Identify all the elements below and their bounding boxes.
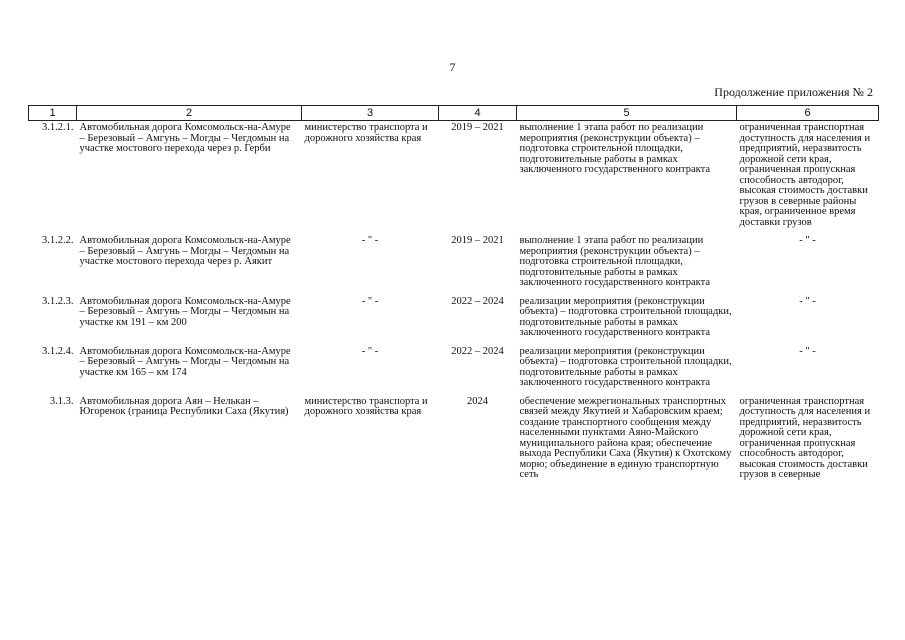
object-name: Автомобильная дорога Комсомольск-на-Амуре – Березовый – Амгунь – Могды – Чегдомын на участке км 191 – км 200: [79, 295, 291, 328]
table-row: [29, 295, 879, 345]
consequences: - " -: [799, 235, 816, 246]
expected-result: реализации мероприятия (реконструкции объекта) – подготовка строительной площадки, подготовительные работы в рамках заключенного государственного контракта: [519, 345, 732, 388]
table-row: [29, 395, 879, 487]
column-header-6: 6: [737, 106, 879, 121]
object-name: Автомобильная дорога Комсомольск-на-Амуре – Березовый – Амгунь – Могды – Чегдомын на участке мостового перехода через р. Аякит: [79, 235, 291, 267]
column-header-2: 2: [77, 106, 302, 121]
executor: - " -: [361, 295, 379, 307]
expected-result: выполнение 1 этапа работ по реализации мероприятия (реконструкции объекта) – подготовка строительной площадки, подготовительные работы в рамках заключенного государственного контракта: [519, 235, 710, 288]
executor: министерство транспорта и дорожного хозяйства края: [304, 395, 428, 417]
object-name: Автомобильная дорога Комсомольск-на-Амуре – Березовый – Амгунь – Могды – Чегдомын на участке мостового перехода через р. Герби: [79, 122, 291, 154]
column-header-3: 3: [302, 106, 439, 121]
row-number: 3.1.3.: [49, 395, 74, 407]
consequences: ограниченная транспортная доступность для населения и предприятий, неразвитость дорожной сети края, ограниченная пропускная способность автодорог, высокая стоимость доставки грузов в северные: [739, 395, 871, 480]
executor: - " -: [361, 235, 379, 246]
row-number: 3.1.2.3.: [42, 295, 74, 307]
years: 2024: [467, 395, 488, 407]
years: 2022 – 2024: [451, 295, 504, 307]
table-row: [29, 234, 879, 295]
object-name: Автомобильная дорога Аян – Нелькан – Югоренок (граница Республики Саха (Якутия): [79, 395, 289, 417]
appendix-table: [28, 105, 879, 487]
years: 2022 – 2024: [451, 345, 504, 357]
expected-result: обеспечение межрегиональных транспортных связей между Якутией и Хабаровским краем; создание транспортного сообщения между населенными пунктами Аяно-Майского муниципального района края; обеспечение выхода Республики Саха (Якутия) к Охотскому морю; объединение в единую транспортную сеть: [519, 395, 732, 480]
page-number: 7: [449, 60, 456, 74]
column-header-4: 4: [439, 106, 517, 121]
consequences: ограниченная транспортная доступность для населения и предприятий, неразвитость дорожной сети края, ограниченная пропускная способность автодорог, высокая стоимость доставки грузов в северные районы края, ограниченное время доставки грузов: [739, 122, 871, 228]
row-number: 3.1.2.4.: [42, 345, 74, 357]
table-row: [29, 345, 879, 395]
row-number: 3.1.2.1.: [42, 122, 74, 133]
executor: - " -: [361, 345, 379, 357]
table-row: [29, 121, 879, 235]
object-name: Автомобильная дорога Комсомольск-на-Амуре – Березовый – Амгунь – Могды – Чегдомын на участке км 165 – км 174: [79, 345, 291, 378]
column-header-1: 1: [29, 106, 77, 121]
table-header-row: [29, 106, 879, 121]
consequences: - " -: [799, 295, 816, 307]
expected-result: реализации мероприятия (реконструкции объекта) – подготовка строительной площадки, подготовительные работы в рамках заключенного государственного контракта: [519, 295, 732, 338]
years: 2019 – 2021: [451, 235, 504, 246]
executor: министерство транспорта и дорожного хозяйства края: [304, 122, 428, 144]
column-header-5: 5: [517, 106, 737, 121]
consequences: - " -: [799, 345, 816, 357]
row-number: 3.1.2.2.: [42, 235, 74, 246]
appendix-continuation-note: Продолжение приложения № 2: [714, 85, 873, 99]
expected-result: выполнение 1 этапа работ по реализации мероприятия (реконструкции объекта) – подготовка строительной площадки, подготовительные работы в рамках заключенного государственного контракта: [519, 122, 710, 175]
years: 2019 – 2021: [451, 122, 504, 133]
